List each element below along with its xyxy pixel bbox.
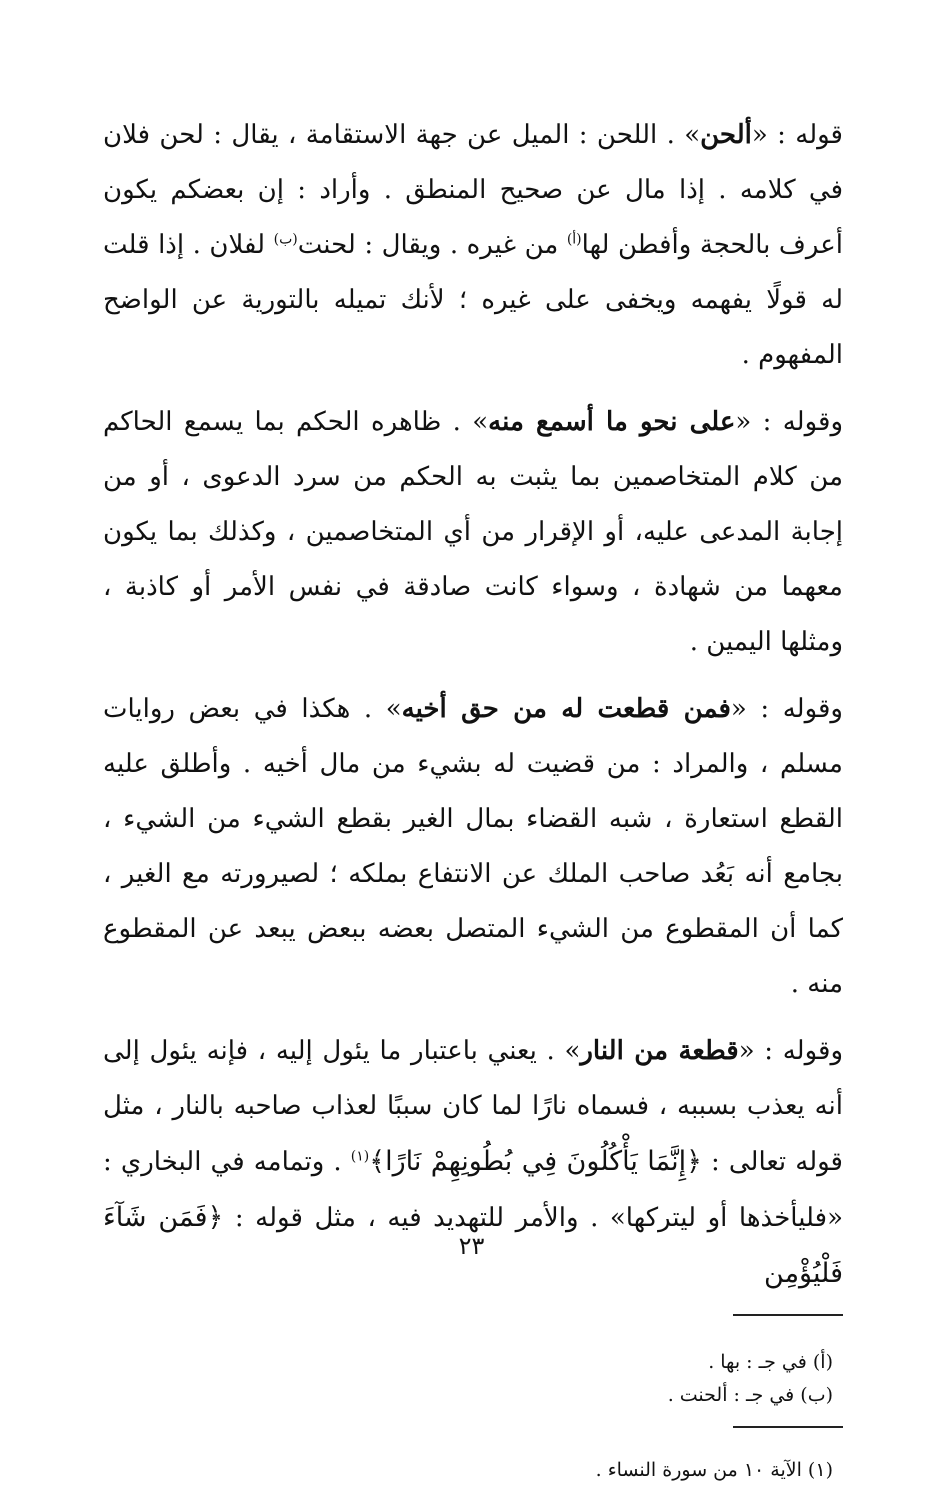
text-run: » . اللحن : الميل عن جهة الاستقامة ، يقال : لحن فلان في كلامه . إذا مال عن صحيح المنطق . وأراد : إن بعضكم يكون أعرف بالحجة وأفطن لها: [103, 120, 843, 260]
text-run: وقوله : «: [730, 694, 843, 724]
quran-quote: ﴿إِنَّمَا يَأْكُلُونَ فِي بُطُونِهِمْ نَارًا﴾: [369, 1146, 702, 1177]
text-run: وقوله : «: [735, 407, 844, 437]
variant-note: (أ) في جـ : بها .: [708, 1351, 833, 1373]
text-run: » . ظاهره الحكم بما يسمع الحاكم من كلام المتخاصمين بما يثبت به الحكم من سرد الدعوى ، أو من إجابة المدعى عليه، أو الإقرار من أي المتخاصمين ، وكذلك بما يكون معهما من شهادة ، وسواء كانت صادقة في نفس الأمر أو كاذبة ، ومثلها اليمين .: [103, 407, 843, 657]
bold-lemma: على نحو ما أسمع منه: [488, 407, 736, 437]
bold-lemma: قطعة من النار: [580, 1036, 739, 1066]
footnote: (١) الآية ١٠ من سورة النساء .: [595, 1459, 833, 1481]
footnote-divider: [733, 1314, 843, 1316]
text-run: من غيره . ويقال : لحنت: [297, 230, 567, 260]
paragraph-asmau: [103, 395, 843, 670]
text-run: لفلان . إذا قلت له قولًا يفهمه ويخفى على غيره ؛ لأنك تميله بالتورية عن الواضح المفهوم .: [103, 230, 843, 370]
text-run: » . هكذا في بعض روايات مسلم ، والمراد : من قضيت له بشيء من مال أخيه . وأطلق عليه القطع استعارة ، شبه القضاء بمال الغير بقطع الشيء من الشيء ، بجامع أنه بَعُد صاحب الملك عن الانتفاع بملكه ؛ لصيرورته مع الغير ، كما أن المقطوع من الشيء المتصل بعضه ببعض يبعد عن المقطوع منه .: [103, 694, 843, 999]
bold-lemma: ألحن: [700, 120, 752, 150]
variant-marker: (أ): [566, 231, 582, 248]
quran-quote: ﴿فَمَن شَآءَ فَلْيُؤْمِن: [103, 1202, 843, 1289]
variant-note: (ب) في جـ : ألحنت .: [667, 1384, 833, 1406]
footnote-marker: (١): [350, 1148, 370, 1165]
bold-lemma: فمن قطعت له من حق أخيه: [401, 694, 731, 724]
paragraph-lahn: [103, 108, 843, 383]
variant-notes: [103, 1346, 843, 1412]
footnote-divider: [733, 1426, 843, 1428]
book-page: [103, 108, 844, 1481]
paragraph-naar: [103, 1024, 843, 1302]
variant-marker: (ب): [273, 231, 298, 248]
footnotes: [103, 1454, 843, 1487]
text-run: وقوله : «: [738, 1036, 844, 1066]
text-run: . وتمامه في البخاري : «فليأخذها أو ليتركها» . والأمر للتهديد فيه ، مثل قوله :: [103, 1147, 843, 1233]
text-run: » . يعني باعتبار ما يئول إليه ، فإنه يئول إلى أنه يعذب بسببه ، فسماه نارًا لما كان سببًا لعذاب صاحبه بالنار ، مثل قوله تعالى :: [103, 1036, 843, 1177]
paragraph-qataat: [103, 682, 843, 1012]
text-run: قوله : «: [751, 120, 843, 150]
page-number: ٢٣: [458, 1232, 485, 1260]
